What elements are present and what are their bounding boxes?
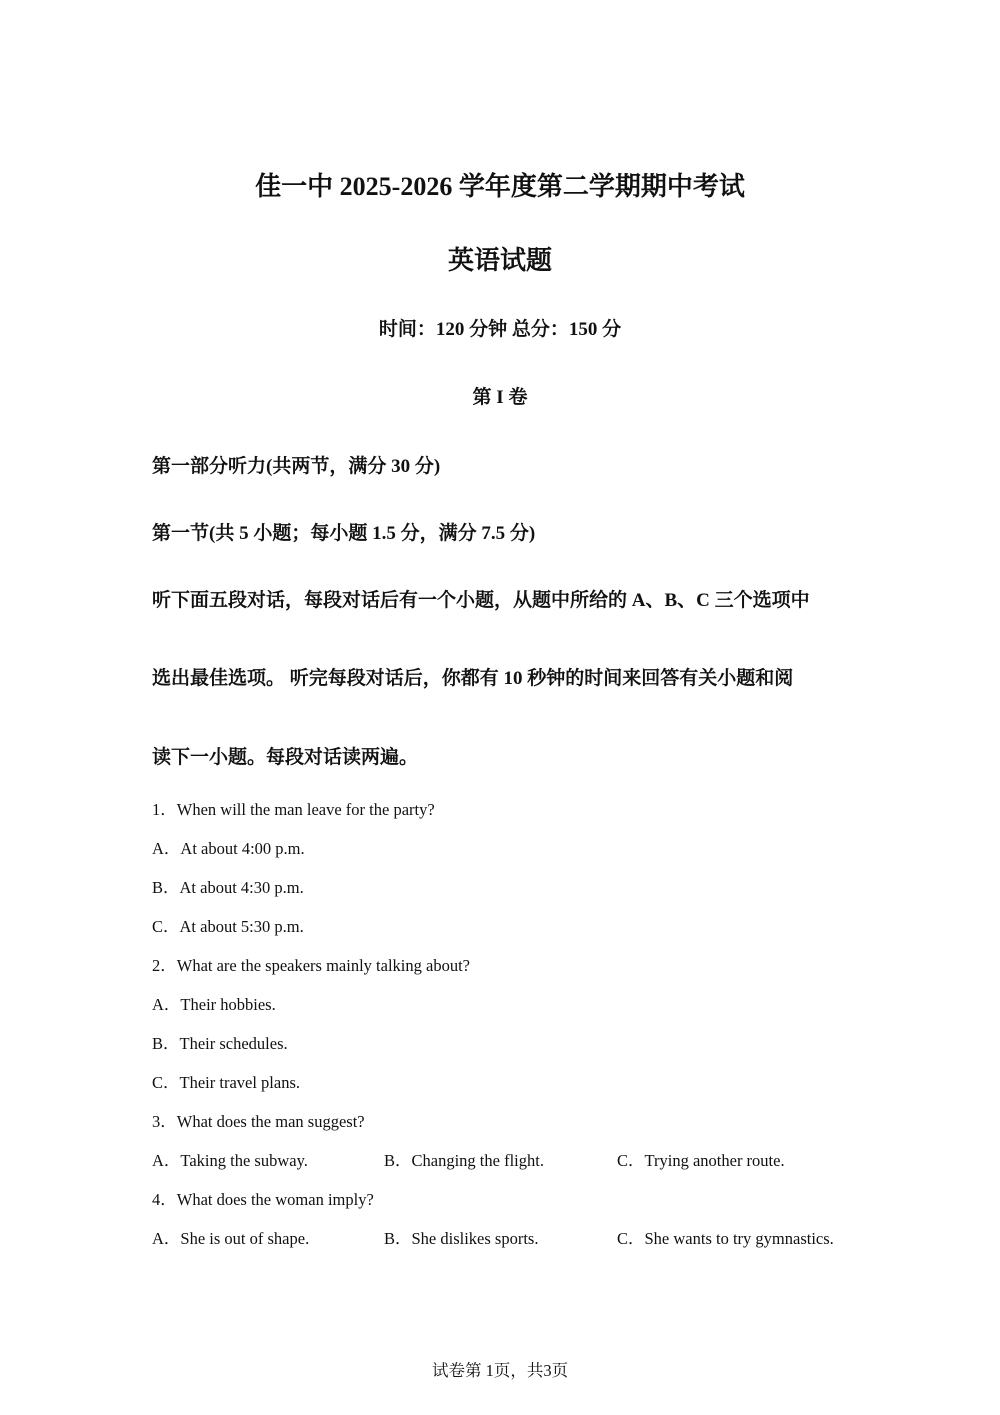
option-c: C．Their travel plans. (152, 1073, 301, 1092)
question-stem: 4．What does the woman imply? (152, 1190, 374, 1209)
option-b: B．She dislikes sports. (384, 1229, 539, 1248)
option-b: B．At about 4:30 p.m. (152, 878, 304, 897)
instruction-line: 读下一小题。每段对话读两遍。 (152, 747, 419, 768)
exam-time-info: 时间：120 分钟 总分：150 分 (378, 319, 622, 340)
option-c: C．At about 5:30 p.m. (152, 917, 304, 936)
section1-heading: 第一节(共 5 小题；每小题 1.5 分，满分 7.5 分) (152, 523, 536, 544)
page-footer: 试卷第 1页，共3页 (431, 1361, 569, 1380)
question-stem: 1．When will the man leave for the party? (152, 800, 435, 819)
option-a: A．Their hobbies. (152, 995, 276, 1014)
question-stem: 2．What are the speakers mainly talking about? (152, 956, 470, 975)
option-b: B．Their schedules. (152, 1034, 288, 1053)
instruction-line: 听下面五段对话，每段对话后有一个小题，从题中所给的 A、B、C 三个选项中 (152, 590, 810, 611)
option-a: A．She is out of shape. (152, 1229, 310, 1248)
exam-title: 佳一中 2025-2026 学年度第二学期期中考试 (255, 172, 745, 201)
instruction-line: 选出最佳选项。 听完每段对话后，你都有 10 秒钟的时间来回答有关小题和阅 (152, 668, 794, 689)
volume-label: 第 I 卷 (472, 387, 528, 408)
option-a: A．Taking the subway. (152, 1151, 308, 1170)
question-stem: 3．What does the man suggest? (152, 1112, 365, 1131)
option-c: C．She wants to try gymnastics. (617, 1229, 834, 1248)
exam-subject: 英语试题 (447, 246, 552, 275)
option-c: C．Trying another route. (617, 1151, 785, 1170)
option-b: B．Changing the flight. (384, 1151, 544, 1170)
option-a: A．At about 4:00 p.m. (152, 839, 305, 858)
part1-heading: 第一部分听力(共两节，满分 30 分) (152, 456, 441, 477)
